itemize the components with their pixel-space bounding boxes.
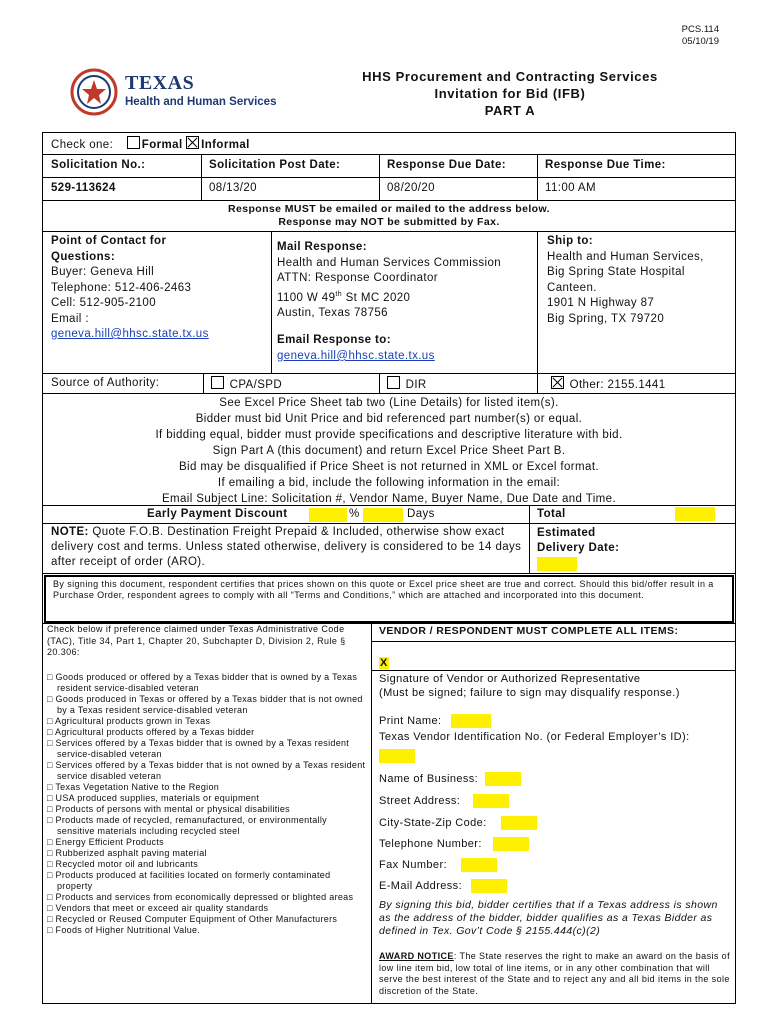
- notice-line-2: Response may NOT be submitted by Fax.: [278, 216, 500, 228]
- phone-field[interactable]: [493, 837, 529, 851]
- authority-dir: DIR: [387, 376, 427, 391]
- city-field[interactable]: [501, 816, 537, 830]
- discount-percent: %: [349, 508, 360, 520]
- title-line-3: PART A: [484, 103, 536, 118]
- mail-response: [277, 240, 535, 364]
- solicitation-no-label: Solicitation No.:: [51, 159, 146, 171]
- business-field[interactable]: [485, 772, 521, 786]
- title-line-2: Invitation for Bid (IFB): [434, 86, 586, 101]
- email-field[interactable]: [471, 879, 507, 893]
- preference-item[interactable]: □ Products and services from economically depressed or blighted areas: [47, 892, 367, 903]
- preference-item[interactable]: □ Products produced at facilities located on formerly contaminated property: [47, 870, 367, 892]
- instruction-line: See Excel Price Sheet tab two (Line Details) for listed item(s).: [219, 397, 559, 409]
- preference-item[interactable]: □ Services offered by a Texas bidder that is owned by a Texas resident service-disabled veteran: [47, 738, 367, 760]
- print-name-field[interactable]: [451, 714, 491, 728]
- form-id-block: [682, 24, 719, 48]
- texas-bidder-certification: By signing this bid, bidder certifies that if a Texas address is shown as the address of the bidder, bidder qualifies as a Texas Bidder as defined in Tex. Gov’t Code § 2155.444(c)(2): [379, 899, 718, 937]
- ship-line-1: Health and Human Services,: [547, 250, 704, 263]
- discount-days-field[interactable]: [363, 508, 403, 522]
- award-notice: AWARD NOTICE: The State reserves the right to make an award on the basis of low line item bid, low total of line items, or in any other combination that will serve the best interest of the State and to reject any and all bid items in the sole discretion of the State.: [379, 951, 730, 996]
- buyer-name: Buyer: Geneva Hill: [51, 266, 155, 278]
- preference-item[interactable]: □ Recycled or Reused Computer Equipment of Other Manufacturers: [47, 914, 367, 925]
- print-name-label: Print Name:: [379, 715, 442, 727]
- buyer-email-label: Email :: [51, 312, 89, 325]
- instruction-line: If bidding equal, bidder must provide specifications and descriptive literature with bid.: [155, 429, 623, 441]
- form-frame: [42, 132, 736, 1004]
- signature-x: X: [380, 657, 388, 669]
- preference-item[interactable]: □ Energy Efficient Products: [47, 837, 367, 848]
- contact-heading-2: Questions:: [51, 250, 116, 263]
- email-response-link[interactable]: geneva.hill@hhsc.state.tx.us: [277, 349, 435, 362]
- preference-item[interactable]: □ Foods of Higher Nutritional Value.: [47, 925, 367, 936]
- logo-texas: TEXAS: [125, 72, 195, 94]
- title-line-1: HHS Procurement and Contracting Services: [362, 69, 658, 84]
- other-checkbox[interactable]: [551, 376, 564, 389]
- preference-item[interactable]: □ Goods produced in Texas or offered by a Texas bidder that is not owned by a Texas resident service-disabled veteran: [47, 694, 367, 716]
- formal-label: Formal: [141, 139, 183, 151]
- ship-line-5: Big Spring, TX 79720: [547, 312, 665, 325]
- mail-line-2: ATTN: Response Coordinator: [277, 272, 439, 284]
- due-time-value: 11:00 AM: [545, 182, 596, 194]
- total-field[interactable]: [675, 507, 715, 521]
- instructions: [43, 395, 735, 507]
- instruction-line: Bidder must bid Unit Price and bid referenced part number(s) or equal.: [195, 413, 583, 425]
- point-of-contact: [51, 234, 266, 343]
- total-label: Total: [537, 508, 566, 520]
- form-date: 05/10/19: [682, 36, 719, 47]
- preference-item[interactable]: □ Recycled motor oil and lubricants: [47, 859, 367, 870]
- vendor-heading: VENDOR / RESPONDENT MUST COMPLETE ALL ITEMS:: [379, 625, 679, 637]
- fax-field[interactable]: [461, 858, 497, 872]
- post-date-value: 08/13/20: [209, 182, 257, 194]
- due-time-label: Response Due Time:: [545, 159, 666, 171]
- preference-item[interactable]: □ USA produced supplies, materials or equipment: [47, 793, 367, 804]
- street-field[interactable]: [473, 794, 509, 808]
- ship-line-3: Canteen.: [547, 281, 597, 294]
- ship-to: [547, 234, 733, 327]
- post-date-label: Solicitation Post Date:: [209, 159, 341, 171]
- authority-cpa: CPA/SPD: [211, 376, 282, 391]
- submission-notice: [43, 203, 735, 229]
- phone-label: Telephone Number:: [379, 838, 482, 850]
- informal-label: Informal: [201, 139, 250, 151]
- due-date-label: Response Due Date:: [387, 159, 507, 171]
- informal-checkbox[interactable]: [186, 136, 199, 149]
- estimated-delivery: Estimated Delivery Date:: [537, 527, 620, 554]
- preference-item[interactable]: □ Agricultural products offered by a Texas bidder: [47, 727, 367, 738]
- texas-seal-icon: [70, 68, 118, 116]
- instruction-line: Email Subject Line: Solicitation #, Vendor Name, Buyer Name, Due Date and Time.: [161, 493, 617, 505]
- authority-label: Source of Authority:: [51, 377, 160, 389]
- instruction-line: If emailing a bid, include the following information in the email:: [217, 477, 561, 489]
- discount-label: Early Payment Discount: [147, 508, 288, 520]
- mail-heading: Mail Response:: [277, 241, 367, 253]
- buyer-cell: Cell: 512-905-2100: [51, 297, 157, 309]
- hhs-logo: [70, 68, 280, 118]
- authority-other: Other: 2155.1441: [551, 376, 666, 391]
- preference-item[interactable]: □ Products made of recycled, remanufactured, or environmentally sensitive materials including recycled steel: [47, 815, 367, 837]
- preference-item[interactable]: □ Agricultural products grown in Texas: [47, 716, 367, 727]
- preference-list: [47, 672, 367, 936]
- buyer-telephone: Telephone: 512-406-2463: [51, 281, 192, 294]
- preference-item[interactable]: □ Texas Vegetation Native to the Region: [47, 782, 367, 793]
- instruction-line: Sign Part A (this document) and return Excel Price Sheet Part B.: [212, 445, 566, 457]
- check-one-row: [51, 136, 250, 151]
- discount-days: Days: [407, 508, 435, 520]
- tvin-field[interactable]: [379, 749, 415, 763]
- instruction-line: Bid may be disqualified if Price Sheet is not returned in XML or Excel format.: [178, 461, 600, 473]
- preference-intro: Check below if preference claimed under Texas Administrative Code (TAC), Title 34, Part 1, Chapter 20, Subchapter D, Division 2, Rule § 20.306:: [47, 624, 346, 657]
- check-one-label: Check one:: [51, 139, 114, 151]
- mail-line-1: Health and Human Services Commission: [277, 256, 502, 269]
- delivery-date-field[interactable]: [537, 557, 577, 571]
- business-label: Name of Business:: [379, 773, 479, 785]
- preference-item[interactable]: □ Products of persons with mental or physical disabilities: [47, 804, 367, 815]
- mail-line-4: Austin, Texas 78756: [277, 306, 388, 319]
- formal-checkbox[interactable]: [127, 136, 140, 149]
- contact-heading-1: Point of Contact for: [51, 235, 167, 247]
- preference-item[interactable]: □ Services offered by a Texas bidder that is not owned by a Texas resident service disabled veteran: [47, 760, 367, 782]
- form-id: PCS.114: [681, 24, 719, 35]
- city-label: City-State-Zip Code:: [379, 817, 487, 829]
- preference-item[interactable]: □ Goods produced or offered by a Texas bidder that is owned by a Texas resident service-disabled veteran: [47, 672, 367, 694]
- certification-text: By signing this document, respondent certifies that prices shown on this quote or Excel price sheet are true and correct. Should this bid/offer result in a Purchase Order, respondent agrees to comply with all “Terms and Conditions,” which are attached and incorporated into this document.: [53, 579, 714, 600]
- preference-item[interactable]: □ Vendors that meet or exceed air quality standards: [47, 903, 367, 914]
- page-title: [260, 68, 760, 119]
- due-date-value: 08/20/20: [387, 182, 435, 194]
- ship-line-2: Big Spring State Hospital: [547, 266, 685, 278]
- fob-note: NOTE: Quote F.O.B. Destination Freight Prepaid & Included, otherwise show exact delivery cost and terms. Unless stated otherwise, delivery is considered to be 14 days after receipt of order (ARO).: [51, 526, 522, 568]
- email-response-heading: Email Response to:: [277, 334, 391, 347]
- tvin-label: Texas Vendor Identification No. (or Federal Employer’s ID):: [379, 731, 690, 743]
- fax-label: Fax Number:: [379, 859, 447, 871]
- buyer-email-link[interactable]: geneva.hill@hhsc.state.tx.us: [51, 328, 209, 340]
- preference-item[interactable]: □ Rubberized asphalt paving material: [47, 848, 367, 859]
- ship-line-4: 1901 N Highway 87: [547, 297, 655, 309]
- mail-line-3: 1100 W 49th St MC 2020: [277, 290, 411, 304]
- solicitation-no-value: 529-113624: [51, 182, 116, 194]
- dir-checkbox[interactable]: [387, 376, 400, 389]
- email-label: E-Mail Address:: [379, 880, 463, 892]
- logo-hhs: Health and Human Services: [125, 96, 277, 108]
- street-label: Street Address:: [379, 795, 461, 807]
- cpa-checkbox[interactable]: [211, 376, 224, 389]
- discount-percent-field[interactable]: [309, 508, 347, 522]
- signature-label: Signature of Vendor or Authorized Representative (Must be signed; failure to sign may disqualify response.): [379, 673, 680, 699]
- notice-line-1: Response MUST be emailed or mailed to the address below.: [228, 203, 550, 215]
- ship-heading: Ship to:: [547, 235, 593, 247]
